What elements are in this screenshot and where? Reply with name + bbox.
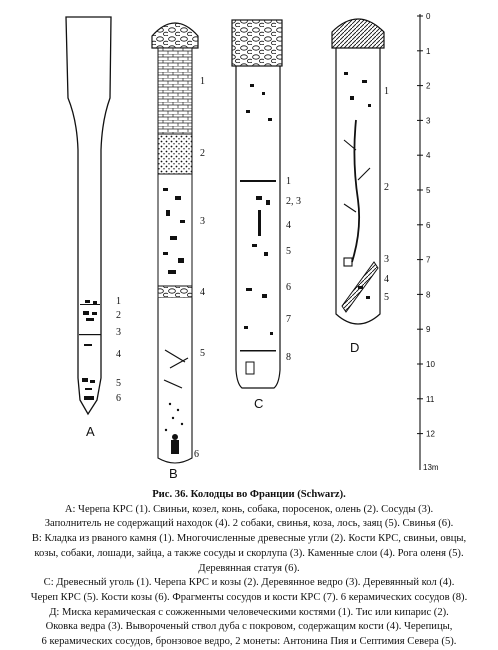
depth-tick-label: 11 (426, 394, 435, 404)
well-d-letter: D (350, 340, 360, 355)
well-a-layer-3: 3 (116, 327, 121, 338)
well-b-brick-lining (158, 48, 192, 134)
well-a (66, 17, 121, 439)
well-d-layer-2: 2 (384, 182, 389, 193)
well-c-layer-2-3: 2, 3 (286, 196, 301, 207)
depth-tick-label: 4 (426, 151, 431, 161)
well-d-layer-1: 1 (384, 86, 389, 97)
well-a-letter: A (86, 424, 95, 439)
caption-line-a1: А: Черепа КРС (1). Свиньи, козел, конь, собака, поросенок, олень (2). Сосуды (3). (64, 503, 434, 515)
well-c-layer-6: 6 (286, 282, 291, 293)
well-c-layer-4: 4 (286, 220, 291, 231)
depth-tick-label: 9 (426, 325, 431, 335)
depth-tick-label: 12 (426, 429, 435, 439)
depth-tick-label: 5 (426, 186, 431, 195)
depth-tick-label: 3 (426, 116, 431, 126)
well-b-stone-layer (158, 286, 192, 298)
well-a-layer-6: 6 (116, 393, 121, 404)
well-b-charcoal-layer (158, 134, 192, 174)
well-c-layer-7: 7 (286, 314, 291, 325)
well-b (152, 23, 205, 481)
well-b-letter: B (169, 466, 178, 481)
caption-line-b2: козы, собаки, лошади, зайца, а также сосуды и скорлупа (3). Каменные слои (4). Рога оленя (5). (34, 547, 464, 559)
caption-line-c2: Череп КРС (5). Кости козы (6). Фрагменты сосудов и кости КРС (7). 6 керамических сосудов (8). (30, 591, 468, 603)
caption-line-d3: 6 керамических сосудов, бронзовое ведро, 2 монеты: Антонина Пия и Септимия Севера (5). (41, 636, 457, 648)
caption-line-b3: Деревянная статуя (6). (198, 562, 300, 574)
well-c-layer-8: 8 (286, 352, 291, 363)
depth-tick-label: 0 (426, 12, 431, 21)
well-b-layer-2: 2 (200, 148, 205, 159)
depth-tick-label: 7 (426, 255, 431, 265)
well-d-layer-4: 4 (384, 274, 389, 285)
well-b-arch (152, 23, 198, 48)
well-a-layer-4: 4 (116, 349, 121, 360)
well-a-layer-5: 5 (116, 378, 121, 389)
well-c-layer-5: 5 (286, 246, 291, 257)
figure-caption (6, 488, 492, 650)
well-d-shaft (336, 48, 380, 324)
caption-line-c1: С: Древесный уголь (1). Черепа КРС и козы (2). Деревянное ведро (3). Деревянный кол (4). (43, 577, 455, 589)
depth-tick-label: 2 (426, 81, 431, 91)
well-d-finds (342, 72, 378, 312)
well-d-cap (332, 19, 384, 48)
well-b-layer-3: 3 (200, 216, 205, 227)
well-a-layer-1: 1 (116, 296, 121, 307)
well-d (332, 19, 389, 355)
well-c (232, 20, 301, 411)
caption-line-b1: В: Кладка из рваного камня (1). Многочисленные древесные угли (2). Кости КРС, свиньи, овцы, (31, 533, 467, 545)
well-d-layer-5: 5 (384, 292, 389, 303)
depth-tick-label: 6 (426, 220, 431, 230)
depth-scale-unit: 13m (423, 463, 439, 472)
well-b-layer-6: 6 (194, 449, 199, 460)
well-a-finds (79, 300, 101, 400)
depth-tick-label: 10 (426, 360, 435, 369)
well-c-top-stones (232, 20, 282, 66)
depth-tick-label: 1 (426, 46, 431, 56)
depth-tick-label: 8 (426, 290, 431, 300)
well-c-layer-1: 1 (286, 176, 291, 187)
caption-line-d2: Оковка ведра (3). Вывороченый ствол дуба с покровом, содержащим кости (4). Черепицы, (45, 621, 453, 633)
well-c-finds (240, 84, 276, 374)
caption-line-d1: Д: Миска керамическая с сожженными человеческими костями (1). Тис или кипарис (2). (49, 606, 449, 618)
well-b-layer-1: 1 (200, 76, 205, 87)
well-a-outline (66, 17, 111, 414)
well-b-layer-4: 4 (200, 287, 205, 298)
well-d-layer-3: 3 (384, 254, 389, 265)
well-c-letter: C (254, 396, 264, 411)
well-b-layer-5: 5 (200, 348, 205, 359)
caption-line-a2: Заполнитель не содержащий находок (4). 2 собаки, свинья, коза, лось, заяц (5). Свинья (6). (44, 518, 454, 530)
depth-scale (417, 12, 439, 472)
caption-title: Рис. 36. Колодцы во Франции (Schwarz). (152, 489, 346, 500)
well-a-layer-2: 2 (116, 310, 121, 321)
